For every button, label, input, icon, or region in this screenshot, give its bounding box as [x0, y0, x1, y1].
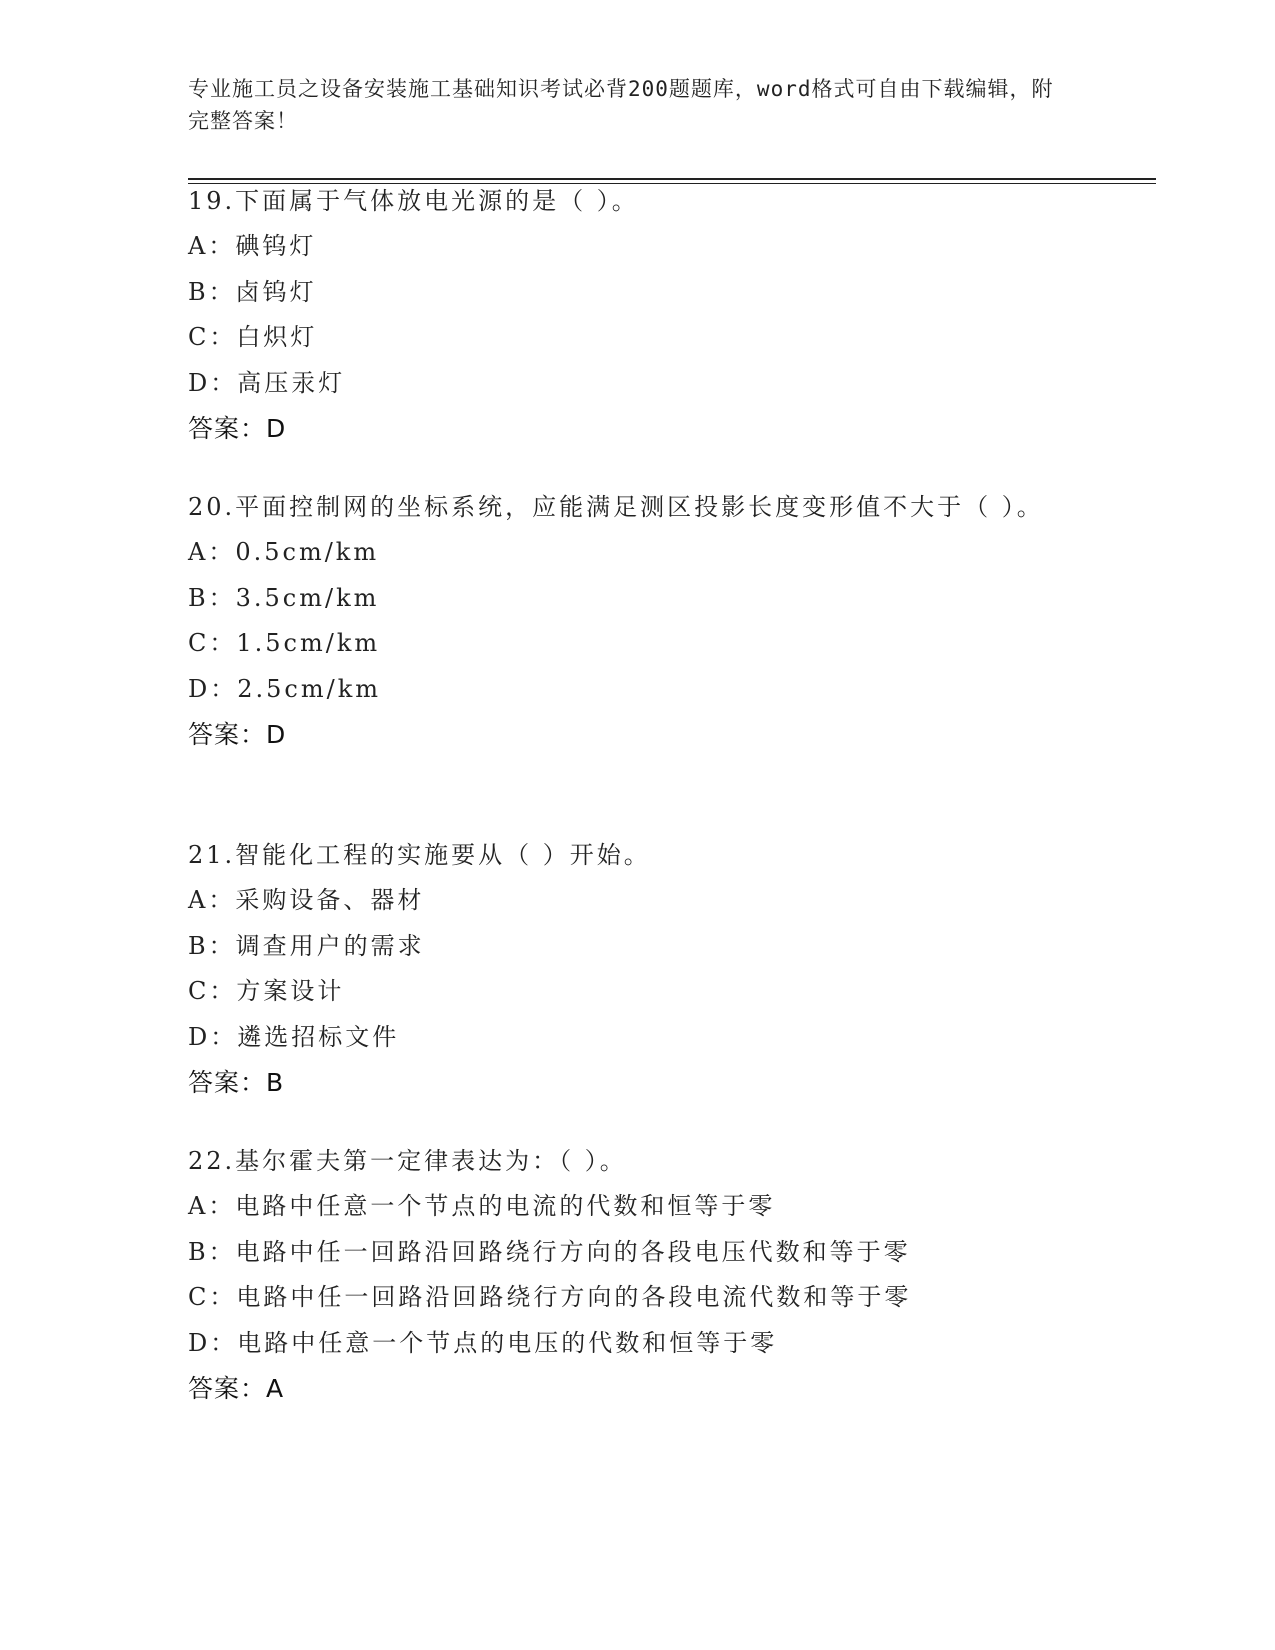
- option-a: A：碘钨灯: [188, 232, 317, 260]
- option-d: D：遴选招标文件: [188, 1022, 400, 1051]
- option-c: C：1.5cm/km: [188, 629, 381, 657]
- question-stem: 20.平面控制网的坐标系统，应能满足测区投影长度变形值不大于（ ）。: [188, 493, 1044, 521]
- question-stem: 22.基尔霍夫第一定律表达为：（ ）。: [188, 1147, 627, 1175]
- option-b: B：电路中任一回路沿回路绕行方向的各段电压代数和等于零: [188, 1237, 911, 1266]
- question-stem: 19.下面属于气体放电光源的是（ ）。: [188, 187, 639, 215]
- question-21: [188, 832, 1088, 1106]
- question-stem: 21.智能化工程的实施要从（ ）开始。: [188, 841, 651, 869]
- option-d: D：电路中任意一个节点的电压的代数和恒等于零: [188, 1328, 778, 1357]
- option-b: B：调查用户的需求: [188, 931, 425, 960]
- option-b: B：3.5cm/km: [188, 583, 380, 612]
- question-20: [188, 484, 1088, 758]
- option-b: B：卤钨灯: [188, 277, 317, 306]
- question-22: [188, 1138, 1088, 1412]
- option-c: C：方案设计: [188, 977, 345, 1005]
- document-header: 专业施工员之设备安装施工基础知识考试必背200题题库，word格式可自由下载编辑，附完整答案！: [188, 77, 1054, 133]
- option-a: A：电路中任意一个节点的电流的代数和恒等于零: [188, 1192, 776, 1220]
- answer-line: 答案：D: [188, 414, 287, 443]
- answer-line: 答案：B: [188, 1068, 285, 1097]
- option-c: C：白炽灯: [188, 323, 318, 351]
- option-a: A：采购设备、器材: [188, 886, 425, 914]
- answer-line: 答案：A: [188, 1374, 285, 1403]
- option-a: A：0.5cm/km: [188, 538, 380, 566]
- answer-line: 答案：D: [188, 720, 287, 749]
- question-19: [188, 178, 1088, 452]
- option-c: C：电路中任一回路沿回路绕行方向的各段电流代数和等于零: [188, 1283, 912, 1311]
- option-d: D：高压汞灯: [188, 368, 346, 397]
- option-d: D：2.5cm/km: [188, 674, 381, 703]
